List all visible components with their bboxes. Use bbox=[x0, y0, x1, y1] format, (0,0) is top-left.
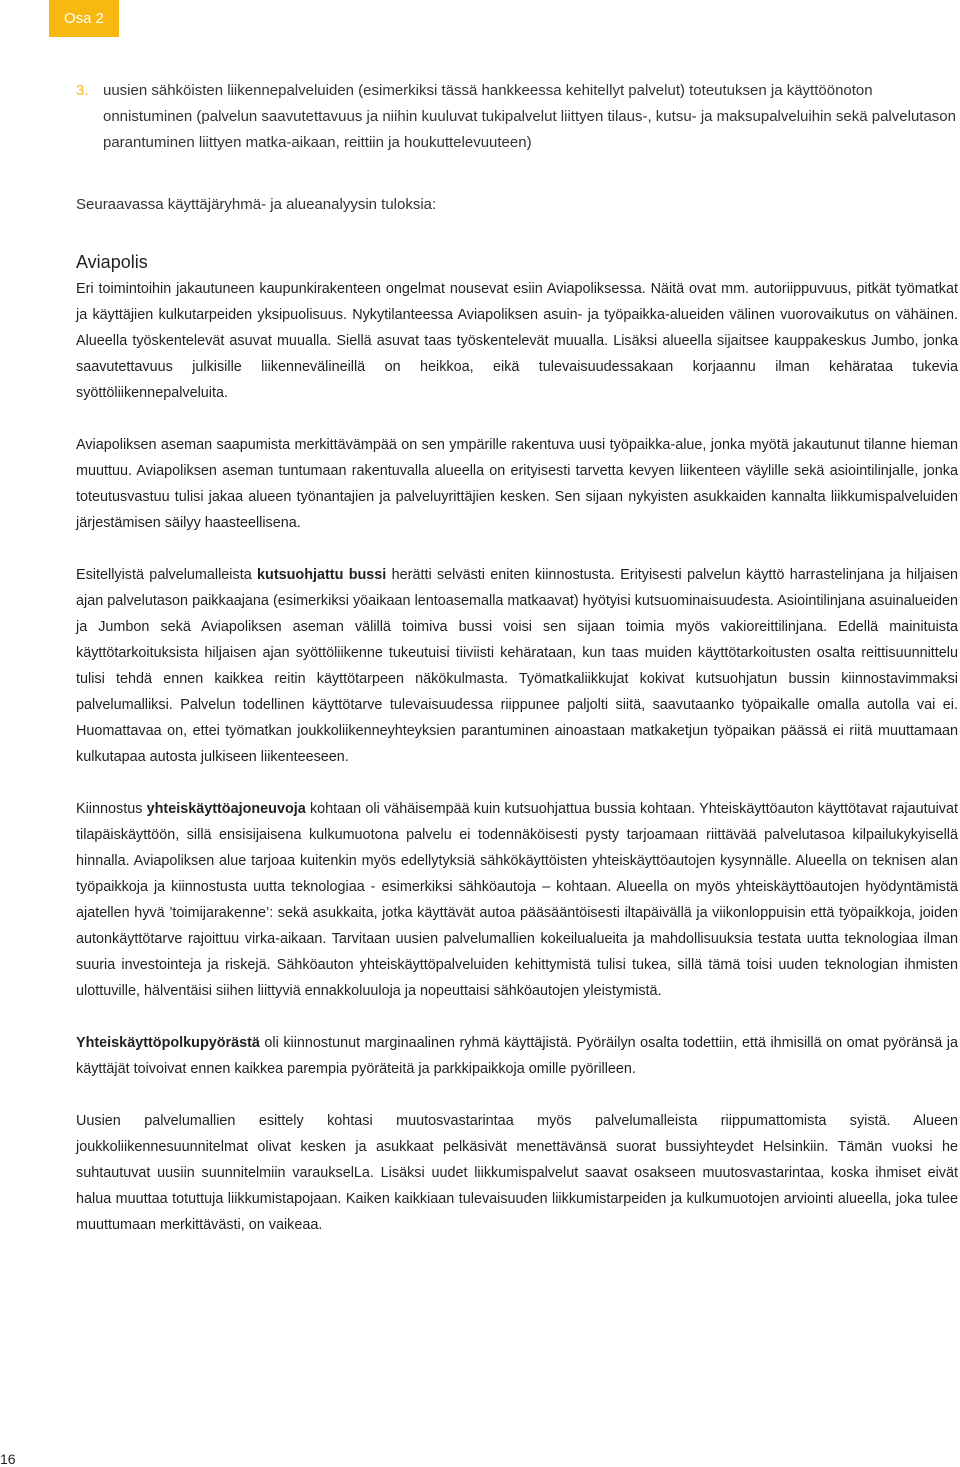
page-content bbox=[76, 78, 958, 1264]
term-yhteiskayttoajoneuvoja: yhteiskäyttöajoneuvoja bbox=[146, 801, 306, 817]
list-text: uusien sähköisten liikennepalveluiden (esimerkiksi tässä hankkeessa kehitellyt palvelut) toteutuksen ja käyttöönoton onnistuminen (palvelun saavutettavuus ja niihin kuuluvat tukipalvelut liittyen tilaus-, kutsu- ja maksupalveluihin sekä palvelutason parantuminen liittyen matka-aikaan, reittiin ja houkuttelevuuteen) bbox=[103, 82, 956, 151]
list-item bbox=[76, 78, 958, 156]
term-kutsuohjattu-bussi: kutsuohjattu bussi bbox=[257, 567, 387, 583]
intro-text: Seuraavassa käyttäjäryhmä- ja alueanalyysin tuloksia: bbox=[76, 196, 437, 213]
paragraph-5-rest: oli kiinnostunut marginaalinen ryhmä käyttäjistä. Pyöräilyn osalta todettiin, että ihmisillä on omat pyöränsä ja käyttäjät toivoivat ennen kaikkea parempia pyöräteitä ja parkkipaikkoja omille pyörilleen. bbox=[76, 1035, 958, 1077]
paragraph-3-lead: Esitellyistä palvelumalleista bbox=[76, 567, 258, 583]
paragraph-1: Eri toimintoihin jakautuneen kaupunkirakenteen ongelmat nousevat esiin Aviapoliksessa. Näitä ovat mm. autoriippuvuus, pitkät työmatkat ja käyttäjien kulkutarpeiden yksipuolisuus. Nykytilanteessa Aviapoliksen asuin- ja työpaikka-alueiden välinen vuorovaikutus on vähäinen. Alueella työskentelevät asuvat muualla. Siellä asuvat taas työskentelevät muualla. Lisäksi alueella sijaitsee kauppakeskus Jumbo, jonka saavutettavuus julkisille liikennevälineillä on heikkoa, eikä tulevaisuudessakaan korjaannu ilman kehärataa tukevia syöttöliikennepalveluita. bbox=[76, 281, 958, 401]
paragraph-3 bbox=[76, 562, 958, 770]
section-badge: Osa 2 bbox=[49, 0, 119, 37]
paragraph-4-lead: Kiinnostus bbox=[76, 801, 147, 817]
paragraph-2: Aviapoliksen aseman saapumista merkittävämpää on sen ympärille rakentuva uusi työpaikka-alue, jonka myötä jakautunut tilanne hieman muuttuu. Aviapoliksen aseman tuntumaan rakentuvalla alueella on erityisesti tarvetta kevyen liikenteen väylille sekä asiointilinjalle, jonka toteutusvastuu tulisi jakaa alueen työnantajien ja palveluyrittäjien kesken. Sen sijaan nykyisten asukkaiden kannalta liikkumispalveluiden järjestämisen säilyy haasteellisena. bbox=[76, 437, 958, 531]
section-heading: Aviapolis bbox=[76, 252, 148, 272]
paragraph-3-rest: herätti selvästi eniten kiinnostusta. Erityisesti palvelun käyttö harrastelinjana ja hiljaisen ajan palvelutason paikkaajana (esimerkiksi yöaikaan lentoasemalla matkaavat) hyötyisi kutsuominaisuudesta. Asiointilinjana asuinalueiden ja Jumbon sekä Aviapoliksen aseman välillä toimiva bussi voisi sen sijaan toimia myös vakioreittilinjana. Edellä mainituista käyttötarkoituksista hiljaisen ajan syöttöliikenne tukeutuisi tiiviisti kehärataan, kun taas muiden käyttötarkoitusten osalta reittisuunnittelu tulisi tehdä ennen kaikkea reitin käyttötarpeen näkökulmasta. Työmatkaliikkujat kokivat kutsuohjatun bussin kiinnostavimmaksi palvelumalliksi. Palvelun todellinen käyttötarve tulevaisuudessa riippunee paljolti siitä, saavutaanko työpaikalle omalla autolla vai ei. Huomattavaa on, ettei työmatkan joukkoliikenneyhteyksien parantuminen ainoastaan matkaketjun työpaikan päässä ei riitä muuttamaan kulkutapaa autosta julkiseen liikenteeseen. bbox=[76, 567, 959, 765]
paragraph-6: Uusien palvelumallien esittely kohtasi muutosvastarintaa myös palvelumalleista riippumattomista syistä. Alueen joukkoliikennesuunnitelmat olivat kesken ja asukkaat pelkäsivät menettävänsä suorat bussiyhteydet Helsinkiin. Tämän vuoksi he suhtautuvat uusiin suunnitelmiin varaukselLa. Lisäksi uudet liikkumispalvelut saavat osakseen muutosvastarintaa, koska ihmiset eivät halua muuttaa totuttuja liikkumistapojaan. Kaiken kaikkiaan tulevaisuuden liikkumistarpeiden ja kulkumuotojen arviointi alueella, joka tulee muuttumaan merkittävästi, on vaikeaa. bbox=[76, 1113, 958, 1233]
term-yhteiskayttopolkupyora: Yhteiskäyttöpolkupyörästä bbox=[76, 1035, 260, 1051]
paragraph-5 bbox=[76, 1030, 958, 1082]
paragraph-4-rest: kohtaan oli vähäisempää kuin kutsuohjattua bussia kohtaan. Yhteiskäyttöauton käyttötavat rajautuivat tilapäiskäyttöön, sillä ensisijaisena kulkumuotona palvelu ei todennäköisesti pysty tarjoamaan riittävää palvelutasoa kilpailukykyisellä hinnalla. Aviapoliksen alue tarjoaa kuitenkin myös edellytyksiä sähkökäyttöisten yhteiskäyttöautojen kysynnälle. Alueella on teknisen alan työpaikkoja ja kiinnostusta uutta teknologiaa - esimerkiksi sähköautoja – kohtaan. Alueella on myös yhteiskäyttöautojen hyödyntämistä ajatellen hyvä ’toimijarakenne’: sekä asukkaita, jotka käyttävät autoa pääsääntöisesti iltapäivällä ja viikonloppuisin että työpaikkoja, joiden autonkäyttötarve rajoittuu virka-aikaan. Tarvitaan uusien palvelumallien kokeilualueita ja mahdollisuuksia testata uutta teknologiaa ilman suuria investointeja ja riskejä. Sähköauton yhteiskäyttöpalveluiden kehittymistä tulisi tukea, sillä tämä toisi uuden teknologian ihmisten ulottuville, hälventäisi siihen liittyviä ennakkoluuloja ja nopeuttaisi sähköautojen yleistymistä. bbox=[76, 801, 958, 999]
paragraph-4 bbox=[76, 796, 958, 1004]
page-number: 16 bbox=[0, 1451, 16, 1467]
list-number: 3. bbox=[76, 82, 89, 99]
